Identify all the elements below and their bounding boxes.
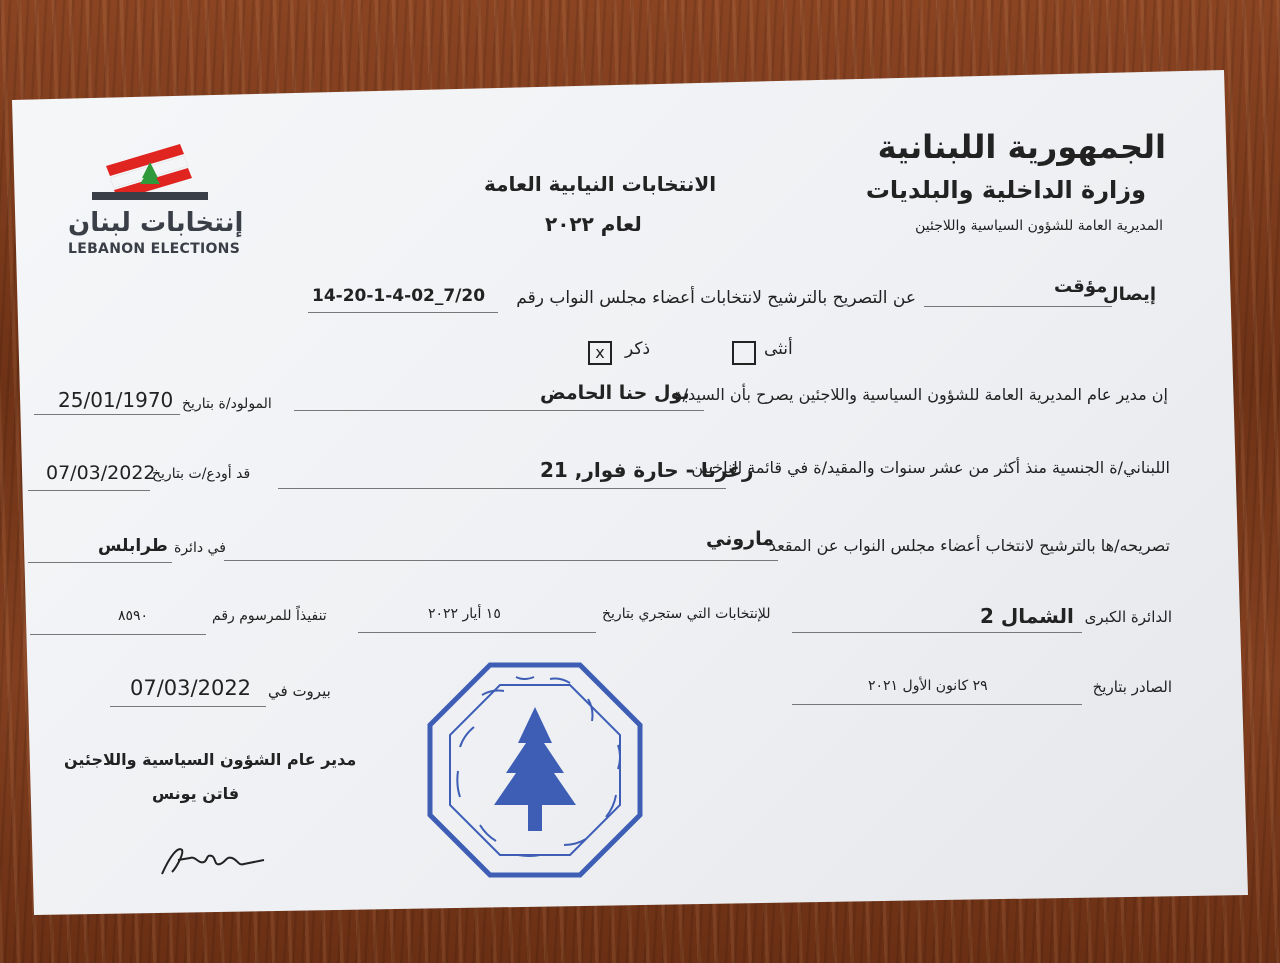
- major-district-line: [792, 632, 1082, 633]
- directorate-title: المديرية العامة للشؤون السياسية واللاجئين: [915, 218, 1163, 234]
- female-label: أنثى: [764, 339, 793, 359]
- beirut-date-value: 07/03/2022: [130, 676, 252, 700]
- election-title: الانتخابات النيابية العامة: [484, 172, 717, 196]
- registry-line: [278, 488, 726, 489]
- deposit-date-value: 07/03/2022: [46, 462, 156, 484]
- line3-prefix: تصريحه/ها بالترشيح لانتخاب أعضاء مجلس النواب عن المقعد: [768, 536, 1170, 555]
- signatory-title: مدير عام الشؤون السياسية واللاجئين: [64, 750, 357, 769]
- election-year: لعام ٢٠٢٢: [545, 212, 642, 236]
- seat-value: ماروني: [706, 528, 775, 550]
- logo-english-text: LEBANON ELECTIONS: [68, 241, 241, 257]
- beirut-date-line: [110, 706, 266, 707]
- lebanon-elections-logo-icon: [92, 140, 222, 210]
- decree-number-value: ٨٥٩٠: [118, 608, 149, 624]
- receipt-number-value: 14-20-1-4-02_7/20: [312, 286, 486, 306]
- deposit-date-line: [28, 490, 150, 491]
- male-label: ذكر: [625, 339, 651, 359]
- district-line: [28, 562, 172, 563]
- logo-arabic-text: إنتخابات لبنان: [68, 208, 244, 238]
- declaration-label: عن التصريح بالترشيح لانتخابات أعضاء مجلس النواب رقم: [516, 288, 916, 308]
- handwritten-signature-icon: [156, 834, 276, 884]
- candidate-name-line: [294, 410, 704, 411]
- district-label: في دائرة: [174, 540, 226, 556]
- receipt-number-line: [308, 312, 498, 313]
- decree-number-line: [30, 634, 206, 635]
- receipt-type-value: مؤقت: [1054, 276, 1108, 297]
- deposited-label: قد أودع/ت بتاريخ: [152, 466, 251, 482]
- issued-date-line: [792, 704, 1082, 705]
- registry-value: زغرتا - حارة فوار, 21: [540, 458, 754, 482]
- line2-prefix: اللبناني/ة الجنسية منذ أكثر من عشر سنوات والمقيد/ة في قائمة الناخبين: [691, 458, 1170, 477]
- born-label: المولود/ة بتاريخ: [182, 396, 272, 412]
- republic-title: الجمهورية اللبنانية: [877, 128, 1166, 166]
- ministry-title: وزارة الداخلية والبلديات: [865, 176, 1146, 204]
- line1-prefix: إن مدير عام المديرية العامة للشؤون السياسية واللاجئين يصرح بأن السيد/ة: [674, 385, 1168, 404]
- issued-label: الصادر بتاريخ: [1092, 678, 1172, 696]
- seat-line: [224, 560, 778, 561]
- male-checkbox-mark: x: [595, 343, 605, 362]
- official-stamp-icon: [420, 655, 650, 885]
- beirut-label: بيروت في: [268, 682, 331, 700]
- district-value: طرابلس: [98, 536, 168, 556]
- major-district-label: الدائرة الكبرى: [1084, 608, 1172, 626]
- birth-date-line: [34, 414, 180, 415]
- election-date-value: ١٥ أيار ٢٠٢٢: [428, 606, 501, 622]
- election-date-line: [358, 632, 596, 633]
- candidate-name-value: بول حنا الحامض: [540, 382, 690, 404]
- decree-label: تنفيذاً للمرسوم رقم: [212, 608, 327, 624]
- receipt-label: إيصال: [1102, 284, 1156, 305]
- female-checkbox-mark: [734, 343, 754, 363]
- major-district-value: الشمال 2: [980, 604, 1074, 628]
- signatory-name: فاتن يونس: [152, 784, 240, 803]
- elections-label: للإنتخابات التي ستجري بتاريخ: [602, 606, 771, 622]
- female-checkbox[interactable]: [732, 341, 756, 365]
- male-checkbox[interactable]: [588, 341, 612, 365]
- receipt-type-line: [924, 306, 1112, 307]
- birth-date-value: 25/01/1970: [58, 388, 174, 412]
- issued-date-value: ٢٩ كانون الأول ٢٠٢١: [868, 678, 988, 694]
